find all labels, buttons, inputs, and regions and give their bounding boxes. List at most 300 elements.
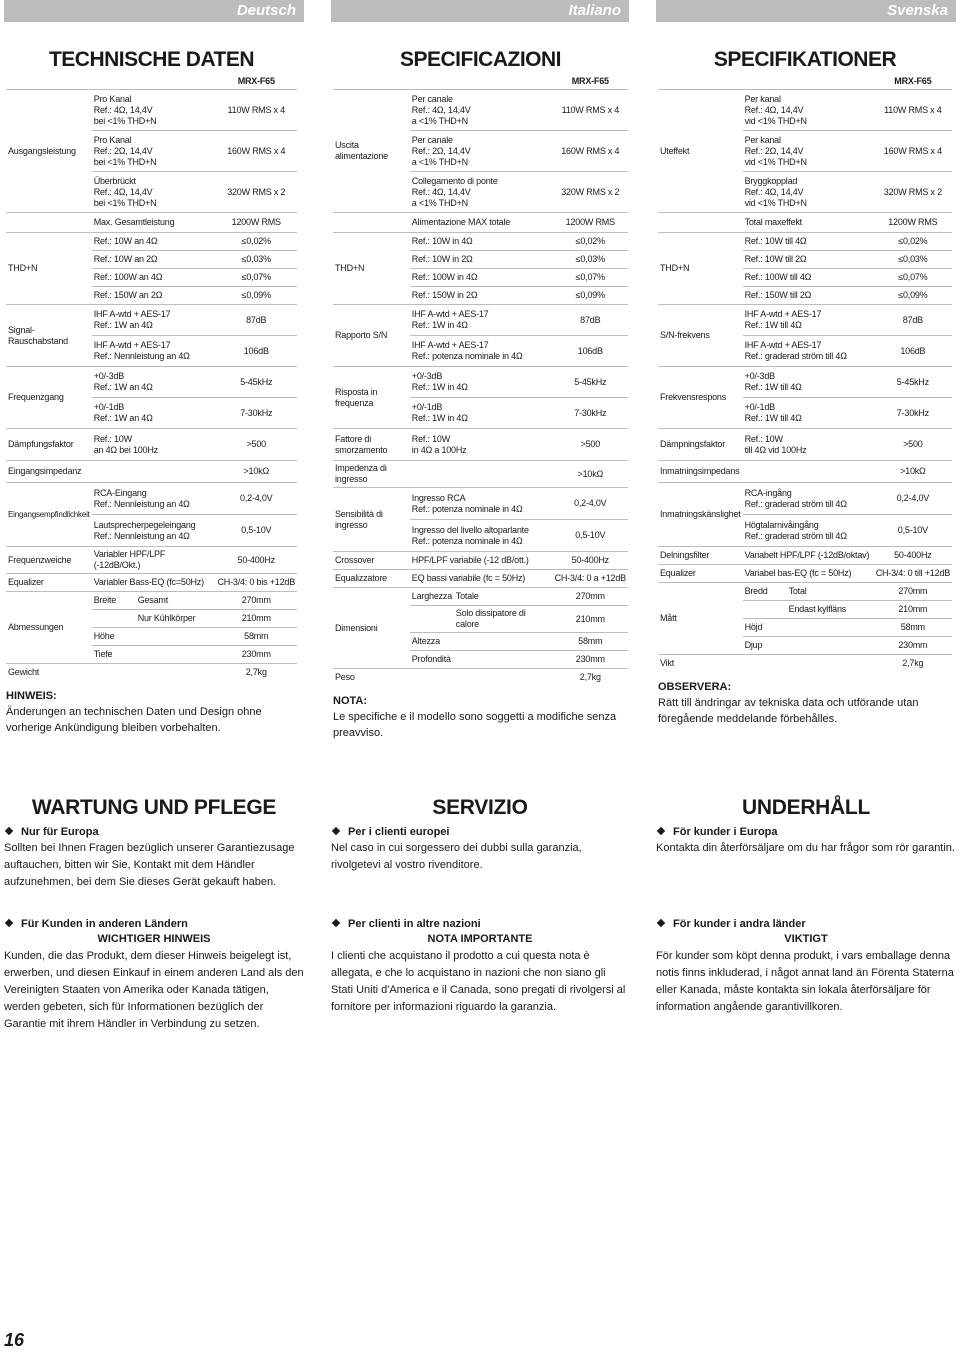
bullet-heading-other bbox=[656, 918, 806, 930]
spec-row bbox=[6, 592, 297, 610]
spec-value: 5-45kHz bbox=[553, 367, 628, 398]
spec-description bbox=[92, 429, 216, 461]
spec-row bbox=[658, 461, 952, 483]
spec-description bbox=[410, 398, 553, 429]
spec-row bbox=[333, 233, 628, 251]
spec-label: Rapporto S/N bbox=[333, 305, 410, 367]
spec-label: Crossover bbox=[333, 552, 410, 570]
spec-row bbox=[333, 367, 628, 398]
spec-desc-text: IHF A-wtd + AES-17 Ref.: 1W till 4Ω bbox=[744, 309, 822, 330]
spec-desc-text: Ref.: 100W in 4Ω bbox=[411, 272, 478, 282]
spec-label: Equalizer bbox=[6, 574, 92, 592]
spec-desc-text: Alimentazione MAX totale bbox=[411, 217, 511, 227]
spec-desc-text: IHF A-wtd + AES-17 Ref.: Nennleistung an 4Ω bbox=[93, 340, 190, 361]
spec-value: 270mm bbox=[874, 583, 952, 601]
spec-value: >10kΩ bbox=[216, 461, 298, 483]
spec-label: Ausgangsleistung bbox=[6, 90, 92, 213]
spec-desc-text: HPF/LPF variabile (-12 dB/ott.) bbox=[411, 555, 529, 565]
service-text-other: I clienti che acquistano il prodotto a cui questa nota è allegata, e che lo acquistano in nazioni che non siano gli Stati Uniti d'America e il Canada, sono pregati di rivolgersi al fornitore per informazioni riguardo la garanzia. bbox=[331, 950, 626, 1013]
spec-desc-text: Profondità bbox=[411, 654, 451, 664]
spec-row bbox=[333, 90, 628, 131]
spec-label: Equalizzatore bbox=[333, 570, 410, 588]
spec-row bbox=[658, 429, 952, 461]
spec-label: Abmessungen bbox=[6, 592, 92, 664]
spec-desc-text: Pro Kanal Ref.: 4Ω, 14,4V bei <1% THD+N bbox=[93, 93, 157, 126]
service-title: SERVIZIO bbox=[432, 796, 528, 819]
spec-description bbox=[410, 588, 553, 606]
spec-label: Impedenza di ingresso bbox=[333, 461, 410, 488]
spec-description bbox=[410, 488, 553, 520]
spec-description bbox=[410, 269, 553, 287]
spec-row bbox=[658, 655, 952, 673]
spec-description bbox=[92, 367, 216, 398]
spec-description bbox=[743, 233, 874, 251]
spec-row bbox=[658, 565, 952, 583]
spec-desc-text: EQ bassi variabile (fc = 50Hz) bbox=[411, 573, 526, 583]
spec-title: TECHNISCHE DATEN bbox=[48, 48, 255, 71]
spec-value: 2,7kg bbox=[553, 669, 628, 687]
spec-description bbox=[92, 251, 216, 269]
page-number: 16 bbox=[4, 1330, 25, 1350]
model-row bbox=[333, 76, 628, 90]
spec-row bbox=[658, 583, 952, 601]
spec-value: ≤0,09% bbox=[553, 287, 628, 305]
spec-description bbox=[92, 90, 216, 131]
spec-desc-text: Ref.: 10W till 4Ω vid 100Hz bbox=[744, 433, 807, 455]
column-italiano bbox=[333, 44, 628, 741]
spec-description bbox=[743, 367, 874, 398]
spec-value: 50-400Hz bbox=[216, 547, 298, 574]
spec-value: >500 bbox=[874, 429, 952, 461]
spec-description bbox=[410, 172, 553, 213]
spec-desc-text: RCA-Eingang Ref.: Nennleistung an 4Ω bbox=[93, 487, 190, 509]
spec-row bbox=[658, 90, 952, 131]
spec-row bbox=[333, 488, 628, 520]
spec-description bbox=[92, 483, 216, 515]
spec-description bbox=[92, 646, 216, 664]
spec-row bbox=[333, 213, 628, 233]
spec-desc-text: Ref.: 100W an 4Ω bbox=[93, 272, 163, 282]
important-heading: NOTA IMPORTANTE bbox=[427, 933, 533, 945]
spec-description bbox=[410, 520, 553, 552]
spec-description bbox=[92, 287, 216, 305]
important-heading: WICHTIGER HINWEIS bbox=[97, 933, 211, 945]
spec-value: CH-3/4: 0 till +12dB bbox=[874, 565, 952, 583]
diamond-bullet-icon bbox=[332, 919, 340, 927]
spec-value: 210mm bbox=[216, 610, 298, 628]
spec-desc-text: Ingresso del livello altoparlante Ref.: potenza nominale in 4Ω bbox=[411, 524, 529, 546]
spec-description bbox=[92, 574, 216, 592]
spec-row bbox=[333, 429, 628, 461]
spec-label: Dämpfungsfaktor bbox=[6, 429, 92, 461]
bullet-label: Für Kunden in anderen Ländern bbox=[21, 918, 188, 930]
spec-desc-text: Variabler HPF/LPF (-12dB/Okt.) bbox=[93, 549, 166, 570]
spec-value: 106dB bbox=[874, 336, 952, 367]
spec-row bbox=[333, 552, 628, 570]
spec-desc-text: Ref.: 10W till 2Ω bbox=[744, 254, 807, 264]
service-section bbox=[656, 796, 956, 1013]
spec-label: Dimensioni bbox=[333, 588, 410, 669]
diamond-bullet-icon bbox=[657, 827, 665, 835]
spec-row bbox=[658, 483, 952, 515]
spec-label: THD+N bbox=[333, 233, 410, 305]
spec-description bbox=[743, 601, 874, 619]
spec-row bbox=[6, 429, 297, 461]
spec-row bbox=[6, 233, 297, 251]
spec-title: SPECIFIKATIONER bbox=[713, 48, 897, 71]
spec-description bbox=[410, 552, 553, 570]
spec-label: Frekvensrespons bbox=[658, 367, 743, 429]
spec-label: Risposta in frequenza bbox=[333, 367, 410, 429]
spec-description bbox=[92, 461, 216, 483]
note-heading: NOTA: bbox=[333, 694, 368, 707]
service-title: UNDERHÅLL bbox=[742, 796, 870, 819]
spec-value: ≤0,02% bbox=[874, 233, 952, 251]
lang-tab-deutsch: Deutsch bbox=[4, 0, 304, 22]
spec-row bbox=[333, 461, 628, 488]
spec-value: 160W RMS x 4 bbox=[874, 131, 952, 172]
spec-description bbox=[410, 669, 553, 687]
spec-value: 7-30kHz bbox=[874, 398, 952, 429]
model-spacer bbox=[92, 76, 216, 90]
spec-label: Frequenzweiche bbox=[6, 547, 92, 574]
spec-description bbox=[410, 213, 553, 233]
spec-label: Uscita alimentazione bbox=[333, 90, 410, 213]
note-text: Le specifiche e il modello sono soggetti a modifiche senza preavviso. bbox=[333, 710, 617, 739]
spec-desc-text: Variabler Bass-EQ (fc=50Hz) bbox=[93, 577, 204, 587]
spec-label: Signal- Rauschabstand bbox=[6, 305, 92, 367]
model-spacer bbox=[743, 76, 874, 90]
spec-value: 110W RMS x 4 bbox=[874, 90, 952, 131]
note-heading: HINWEIS: bbox=[6, 689, 57, 702]
spec-description bbox=[410, 90, 553, 131]
spec-description bbox=[92, 515, 216, 547]
spec-value: 160W RMS x 4 bbox=[216, 131, 298, 172]
spec-row bbox=[6, 90, 297, 131]
bullet-label: Per i clienti europei bbox=[348, 826, 450, 838]
spec-value: 87dB bbox=[553, 305, 628, 336]
spec-value: 87dB bbox=[874, 305, 952, 336]
spec-description bbox=[743, 655, 874, 673]
spec-value: >10kΩ bbox=[553, 461, 628, 488]
spec-row bbox=[6, 461, 297, 483]
spec-value: >10kΩ bbox=[874, 461, 952, 483]
spec-desc-text: Bryggkopplad Ref.: 4Ω, 14,4V vid <1% THD+N bbox=[744, 175, 807, 208]
spec-description bbox=[743, 131, 874, 172]
spec-description bbox=[92, 269, 216, 287]
spec-value: 106dB bbox=[553, 336, 628, 367]
spec-value: 230mm bbox=[216, 646, 298, 664]
spec-description bbox=[410, 429, 553, 461]
spec-label: Peso bbox=[333, 669, 410, 687]
column-svenska bbox=[658, 44, 952, 727]
spec-description bbox=[410, 606, 553, 633]
spec-desc-text: Höjd bbox=[744, 622, 763, 632]
spec-description bbox=[743, 483, 874, 515]
spec-label bbox=[658, 213, 743, 233]
spec-desc-text: Ref.: 10W in 2Ω bbox=[411, 254, 473, 264]
spec-value: 110W RMS x 4 bbox=[216, 90, 298, 131]
spec-row bbox=[6, 305, 297, 336]
diamond-bullet-icon bbox=[5, 919, 13, 927]
spec-description bbox=[92, 664, 216, 682]
spec-label: Frequenzgang bbox=[6, 367, 92, 429]
spec-subdimension: Solo dissipatore di calore bbox=[455, 608, 526, 629]
spec-desc-text: Högtalarnivåingång Ref.: graderad ström till 4Ω bbox=[744, 519, 847, 541]
spec-row bbox=[6, 664, 297, 682]
spec-label: Vikt bbox=[658, 655, 743, 673]
spec-description bbox=[410, 651, 553, 669]
spec-description bbox=[410, 633, 553, 651]
spec-description bbox=[743, 565, 874, 583]
spec-label: Uteffekt bbox=[658, 90, 743, 213]
spec-table bbox=[333, 76, 628, 687]
bullet-heading-europe bbox=[656, 826, 956, 838]
bullet-heading-other bbox=[331, 918, 481, 930]
spec-desc-text: Per canale Ref.: 2Ω, 14,4V a <1% THD+N bbox=[411, 134, 471, 167]
spec-desc-text: Ref.: 10W an 4Ω bbox=[93, 236, 158, 246]
spec-value: 1200W RMS bbox=[553, 213, 628, 233]
spec-subdimension: Endast kylfläns bbox=[788, 604, 847, 614]
spec-description bbox=[743, 90, 874, 131]
service-text-europe: Kontakta din återförsäljare om du har frågor som rör garantin. bbox=[656, 842, 955, 854]
service-text-europe: Nel caso in cui sorgessero dei dubbi sulla garanzia, rivolgetevi al vostro rivenditore. bbox=[331, 842, 582, 871]
spec-value: >500 bbox=[216, 429, 298, 461]
spec-label: THD+N bbox=[658, 233, 743, 305]
spec-value: 50-400Hz bbox=[553, 552, 628, 570]
bullet-heading-europe bbox=[331, 826, 629, 838]
spec-description bbox=[743, 547, 874, 565]
spec-row bbox=[6, 547, 297, 574]
spec-description bbox=[410, 461, 553, 488]
spec-label: Delningsfilter bbox=[658, 547, 743, 565]
spec-desc-text: +0/-1dB Ref.: 1W in 4Ω bbox=[411, 402, 468, 423]
spec-title: SPECIFICAZIONI bbox=[399, 48, 561, 71]
spec-value: 58mm bbox=[553, 633, 628, 651]
spec-value: ≤0,09% bbox=[216, 287, 298, 305]
diamond-bullet-icon bbox=[332, 827, 340, 835]
spec-value: 0,2-4,0V bbox=[216, 483, 298, 515]
spec-dimension bbox=[94, 613, 138, 624]
spec-row bbox=[333, 588, 628, 606]
spec-label: Equalizer bbox=[658, 565, 743, 583]
spec-description bbox=[743, 398, 874, 429]
lang-tab-svenska: Svenska bbox=[656, 0, 956, 22]
spec-dimension: Breite bbox=[93, 595, 116, 605]
spec-label: Gewicht bbox=[6, 664, 92, 682]
bullet-heading-other bbox=[4, 918, 188, 930]
bullet-label: För kunder i Europa bbox=[673, 826, 778, 838]
spec-description bbox=[92, 172, 216, 213]
spec-description bbox=[92, 233, 216, 251]
service-title: WARTUNG UND PFLEGE bbox=[31, 796, 277, 819]
spec-value: ≤0,09% bbox=[874, 287, 952, 305]
note-heading: OBSERVERA: bbox=[658, 680, 732, 693]
spec-value: 270mm bbox=[553, 588, 628, 606]
spec-row bbox=[6, 367, 297, 398]
spec-desc-text: +0/-1dB Ref.: 1W an 4Ω bbox=[93, 402, 153, 423]
spec-value: 110W RMS x 4 bbox=[553, 90, 628, 131]
spec-description bbox=[743, 251, 874, 269]
spec-value: 230mm bbox=[553, 651, 628, 669]
spec-desc-text: Total maxeffekt bbox=[744, 217, 802, 227]
spec-description bbox=[743, 172, 874, 213]
service-text-europe: Sollten bei Ihnen Fragen bezüglich unserer Garantiezusage auftauchen, bitten wir Sie, Kontakt mit dem Händler aufzunehmen, bei dem Sie dieses Gerät gekauft haben. bbox=[4, 842, 295, 888]
spec-dimension: Bredd bbox=[744, 586, 768, 596]
spec-desc-text: Djup bbox=[744, 640, 763, 650]
note-text: Änderungen an technischen Daten und Design ohne vorherige Ankündigung bleiben vorbehalten. bbox=[6, 705, 262, 734]
spec-value: ≤0,07% bbox=[216, 269, 298, 287]
service-section bbox=[4, 796, 304, 1030]
model-name: MRX-F65 bbox=[894, 76, 932, 86]
spec-description bbox=[410, 570, 553, 588]
spec-desc-text: Altezza bbox=[411, 636, 440, 646]
spec-desc-text: Ref.: 150W an 2Ω bbox=[93, 290, 163, 300]
spec-value: 320W RMS x 2 bbox=[553, 172, 628, 213]
spec-description bbox=[92, 547, 216, 574]
spec-value: 270mm bbox=[216, 592, 298, 610]
spec-value: 1200W RMS bbox=[874, 213, 952, 233]
spec-desc-text: Ref.: 150W till 2Ω bbox=[744, 290, 812, 300]
spec-description bbox=[92, 592, 216, 610]
spec-description bbox=[743, 336, 874, 367]
spec-row bbox=[658, 547, 952, 565]
spec-value: 87dB bbox=[216, 305, 298, 336]
bullet-label: Per clienti in altre nazioni bbox=[348, 918, 481, 930]
spec-subdimension: Total bbox=[788, 586, 807, 596]
spec-desc-text: IHF A-wtd + AES-17 Ref.: graderad ström till 4Ω bbox=[744, 340, 847, 361]
spec-desc-text: Ref.: 10W an 4Ω bei 100Hz bbox=[93, 433, 158, 455]
spec-row bbox=[658, 305, 952, 336]
spec-desc-text: Tiefe bbox=[93, 649, 113, 659]
note-text: Rätt till ändringar av tekniska data och utförande utan föregående meddelande förbehålles. bbox=[658, 696, 919, 725]
spec-desc-text: +0/-1dB Ref.: 1W till 4Ω bbox=[744, 402, 802, 423]
spec-dimension: Larghezza bbox=[411, 591, 453, 601]
spec-description bbox=[743, 305, 874, 336]
spec-label: THD+N bbox=[6, 233, 92, 305]
spec-row bbox=[658, 367, 952, 398]
spec-description bbox=[743, 213, 874, 233]
bullet-label: Nur für Europa bbox=[21, 826, 99, 838]
spec-subdimension: Gesamt bbox=[137, 595, 168, 605]
spec-value: ≤0,02% bbox=[216, 233, 298, 251]
spec-description bbox=[410, 233, 553, 251]
spec-row bbox=[333, 305, 628, 336]
spec-description bbox=[743, 515, 874, 547]
spec-value: 320W RMS x 2 bbox=[874, 172, 952, 213]
spec-value: 5-45kHz bbox=[216, 367, 298, 398]
spec-desc-text: +0/-3dB Ref.: 1W till 4Ω bbox=[744, 371, 802, 392]
spec-value: 0,2-4,0V bbox=[874, 483, 952, 515]
spec-value: 0,5-10V bbox=[216, 515, 298, 547]
spec-label: Eingangsempfindlichkeit bbox=[6, 483, 92, 547]
spec-row bbox=[658, 213, 952, 233]
spec-description bbox=[92, 336, 216, 367]
spec-value: ≤0,07% bbox=[553, 269, 628, 287]
spec-dimension bbox=[412, 608, 456, 630]
spec-description bbox=[92, 213, 216, 233]
important-heading: VIKTIGT bbox=[784, 933, 828, 945]
spec-desc-text: IHF A-wtd + AES-17 Ref.: 1W an 4Ω bbox=[93, 309, 171, 330]
spec-description bbox=[743, 583, 874, 601]
spec-value: ≤0,03% bbox=[553, 251, 628, 269]
spec-label: Inmatningskänslighet bbox=[658, 483, 743, 547]
spec-desc-text: Per kanal Ref.: 4Ω, 14,4V vid <1% THD+N bbox=[744, 93, 807, 126]
spec-description bbox=[410, 251, 553, 269]
spec-table bbox=[658, 76, 952, 673]
spec-value: 50-400Hz bbox=[874, 547, 952, 565]
spec-description bbox=[743, 619, 874, 637]
spec-description bbox=[410, 305, 553, 336]
spec-label: Sensibilità di ingresso bbox=[333, 488, 410, 552]
spec-value: 58mm bbox=[216, 628, 298, 646]
spec-description bbox=[410, 287, 553, 305]
spec-label: Inmatningsimpedans bbox=[658, 461, 743, 483]
bullet-label: För kunder i andra länder bbox=[673, 918, 806, 930]
spec-value: ≤0,02% bbox=[553, 233, 628, 251]
spec-description bbox=[743, 461, 874, 483]
spec-subdimension: Totale bbox=[455, 591, 479, 601]
spec-description bbox=[92, 131, 216, 172]
spec-desc-text: Variabelt HPF/LPF (-12dB/oktav) bbox=[744, 550, 870, 560]
spec-value: 0,5-10V bbox=[874, 515, 952, 547]
spec-description bbox=[743, 429, 874, 461]
spec-value: CH-3/4: 0 bis +12dB bbox=[216, 574, 298, 592]
spec-table bbox=[6, 76, 297, 682]
spec-desc-text: Collegamento di ponte Ref.: 4Ω, 14,4V a <1% THD+N bbox=[411, 175, 498, 208]
service-text-other: Kunden, die das Produkt, dem dieser Hinweis beigelegt ist, erwerben, und diesen Einkauf in einem anderen Land als den Vereinigten Staaten von Amerika oder Kanada tätigen, werden gebeten, sich für Informationen bezüglich der Garantie mit ihrem Händler in Verbindung zu setzen. bbox=[4, 950, 304, 1030]
spec-desc-text: Lautsprecherpegeleingang Ref.: Nennleistung an 4Ω bbox=[93, 519, 196, 541]
spec-desc-text: Höhe bbox=[93, 631, 115, 641]
spec-description bbox=[743, 287, 874, 305]
spec-desc-text: Ref.: 10W in 4Ω a 100Hz bbox=[411, 433, 467, 455]
service-text-other: För kunder som köpt denna produkt, i vars emballage denna notis finns inkluderad, i något annat land än Förenta Staterna eller Kanada, måste kontakta sin lokala återförsäljare för information angående garantivillkoren. bbox=[656, 950, 954, 1013]
spec-value: 0,5-10V bbox=[553, 520, 628, 552]
model-spacer bbox=[410, 76, 553, 90]
model-spacer bbox=[6, 76, 92, 90]
lang-tab-italiano: Italiano bbox=[331, 0, 629, 22]
spec-value: 2,7kg bbox=[216, 664, 298, 682]
spec-dimension bbox=[745, 604, 789, 615]
spec-desc-text: Ref.: 150W in 2Ω bbox=[411, 290, 478, 300]
bullet-heading-europe bbox=[4, 826, 304, 838]
diamond-bullet-icon bbox=[5, 827, 13, 835]
spec-row bbox=[333, 570, 628, 588]
spec-desc-text: IHF A-wtd + AES-17 Ref.: 1W in 4Ω bbox=[411, 309, 489, 330]
spec-value: 106dB bbox=[216, 336, 298, 367]
model-row bbox=[658, 76, 952, 90]
spec-description bbox=[743, 637, 874, 655]
spec-value: 2,7kg bbox=[874, 655, 952, 673]
spec-value: ≤0,07% bbox=[874, 269, 952, 287]
spec-desc-text: IHF A-wtd + AES-17 Ref.: potenza nominale in 4Ω bbox=[411, 340, 523, 361]
spec-description bbox=[92, 628, 216, 646]
spec-description bbox=[92, 305, 216, 336]
spec-desc-text: +0/-3dB Ref.: 1W in 4Ω bbox=[411, 371, 468, 392]
spec-desc-text: Variabel bas-EQ (fc = 50Hz) bbox=[744, 568, 852, 578]
spec-description bbox=[92, 610, 216, 628]
spec-label bbox=[333, 213, 410, 233]
spec-value: 0,2-4,0V bbox=[553, 488, 628, 520]
spec-description bbox=[743, 269, 874, 287]
spec-label: Mått bbox=[658, 583, 743, 655]
spec-row bbox=[6, 213, 297, 233]
spec-label: Dämpningsfaktor bbox=[658, 429, 743, 461]
spec-desc-text: Ref.: 10W till 4Ω bbox=[744, 236, 807, 246]
model-spacer bbox=[333, 76, 410, 90]
model-spacer bbox=[658, 76, 743, 90]
spec-desc-text: Überbrückt Ref.: 4Ω, 14,4V bei <1% THD+N bbox=[93, 175, 157, 208]
